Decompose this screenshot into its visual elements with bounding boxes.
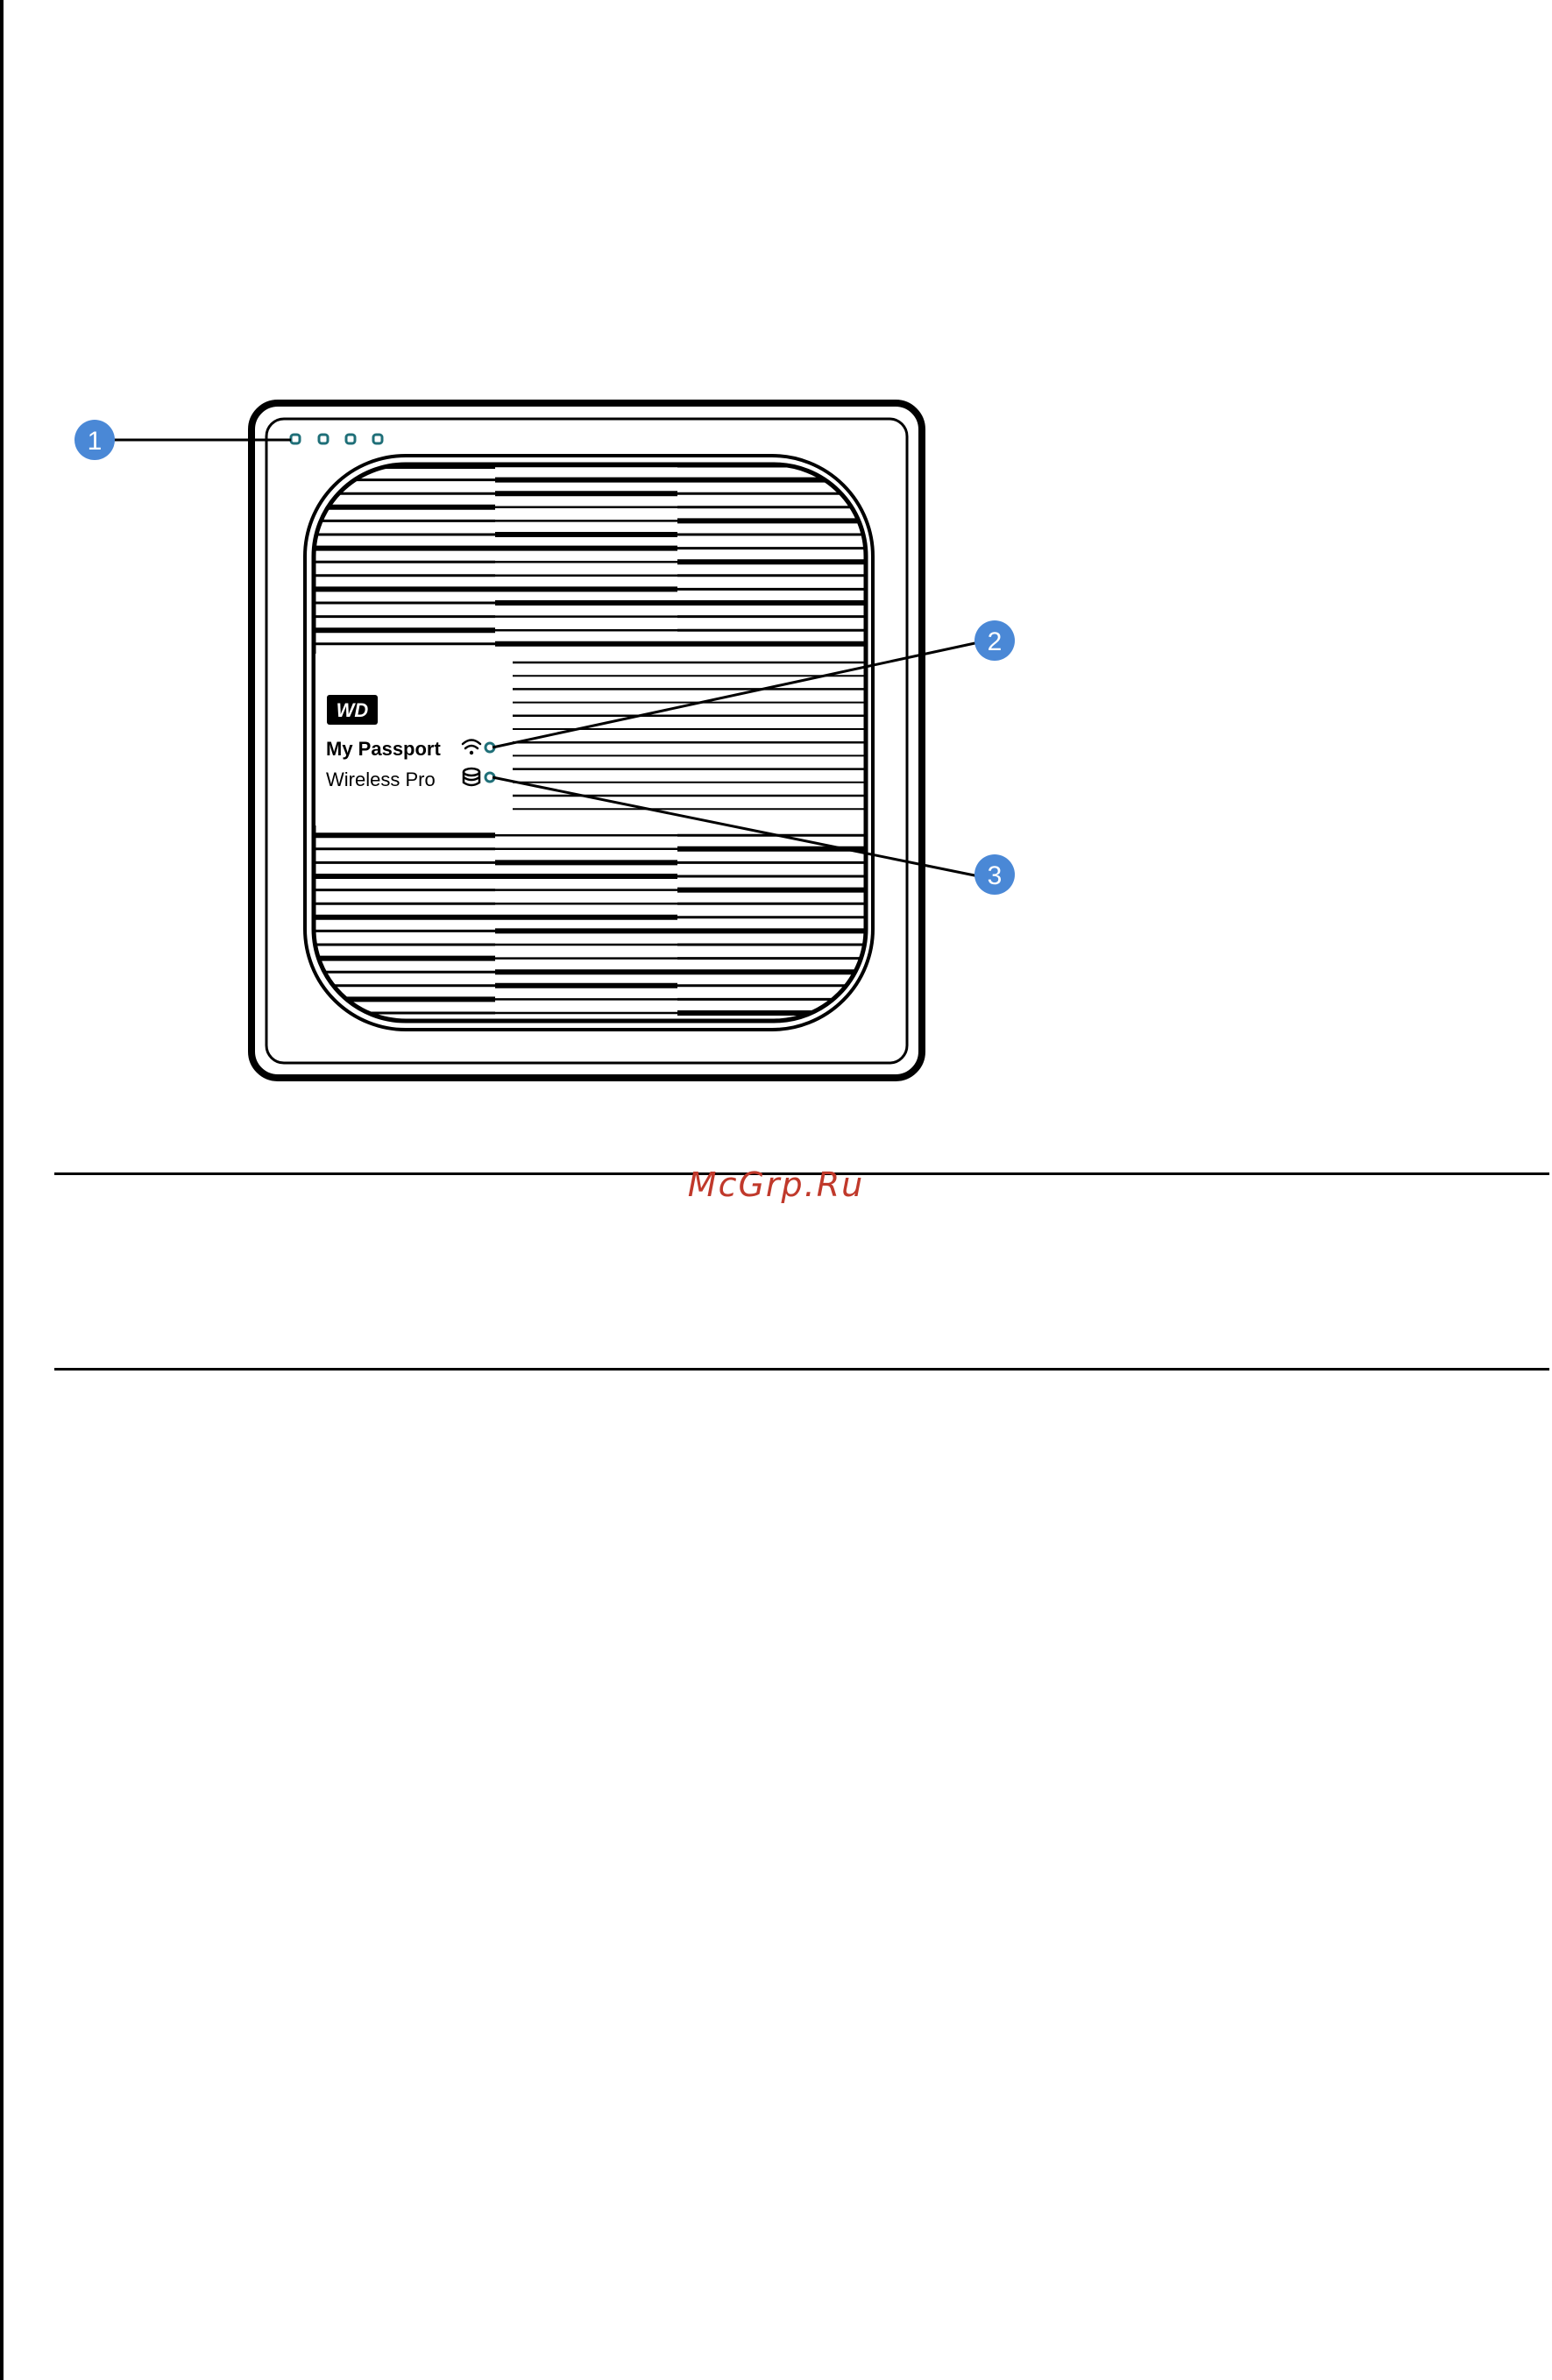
callout-2-number: 2 bbox=[987, 627, 1003, 656]
product-name-line2: Wireless Pro bbox=[326, 769, 436, 790]
callout-3-number: 3 bbox=[987, 861, 1003, 890]
callout-2 bbox=[974, 620, 1015, 661]
watermark-text: McGrp.Ru bbox=[687, 1165, 865, 1204]
wd-logo bbox=[327, 695, 378, 725]
callout-3 bbox=[974, 854, 1015, 895]
horizontal-rule-bottom bbox=[54, 1368, 1549, 1371]
product-name-line1: My Passport bbox=[326, 738, 441, 760]
callout-1-number: 1 bbox=[87, 427, 103, 456]
wd-logo-text: WD bbox=[336, 699, 369, 721]
callout-1 bbox=[74, 420, 115, 460]
